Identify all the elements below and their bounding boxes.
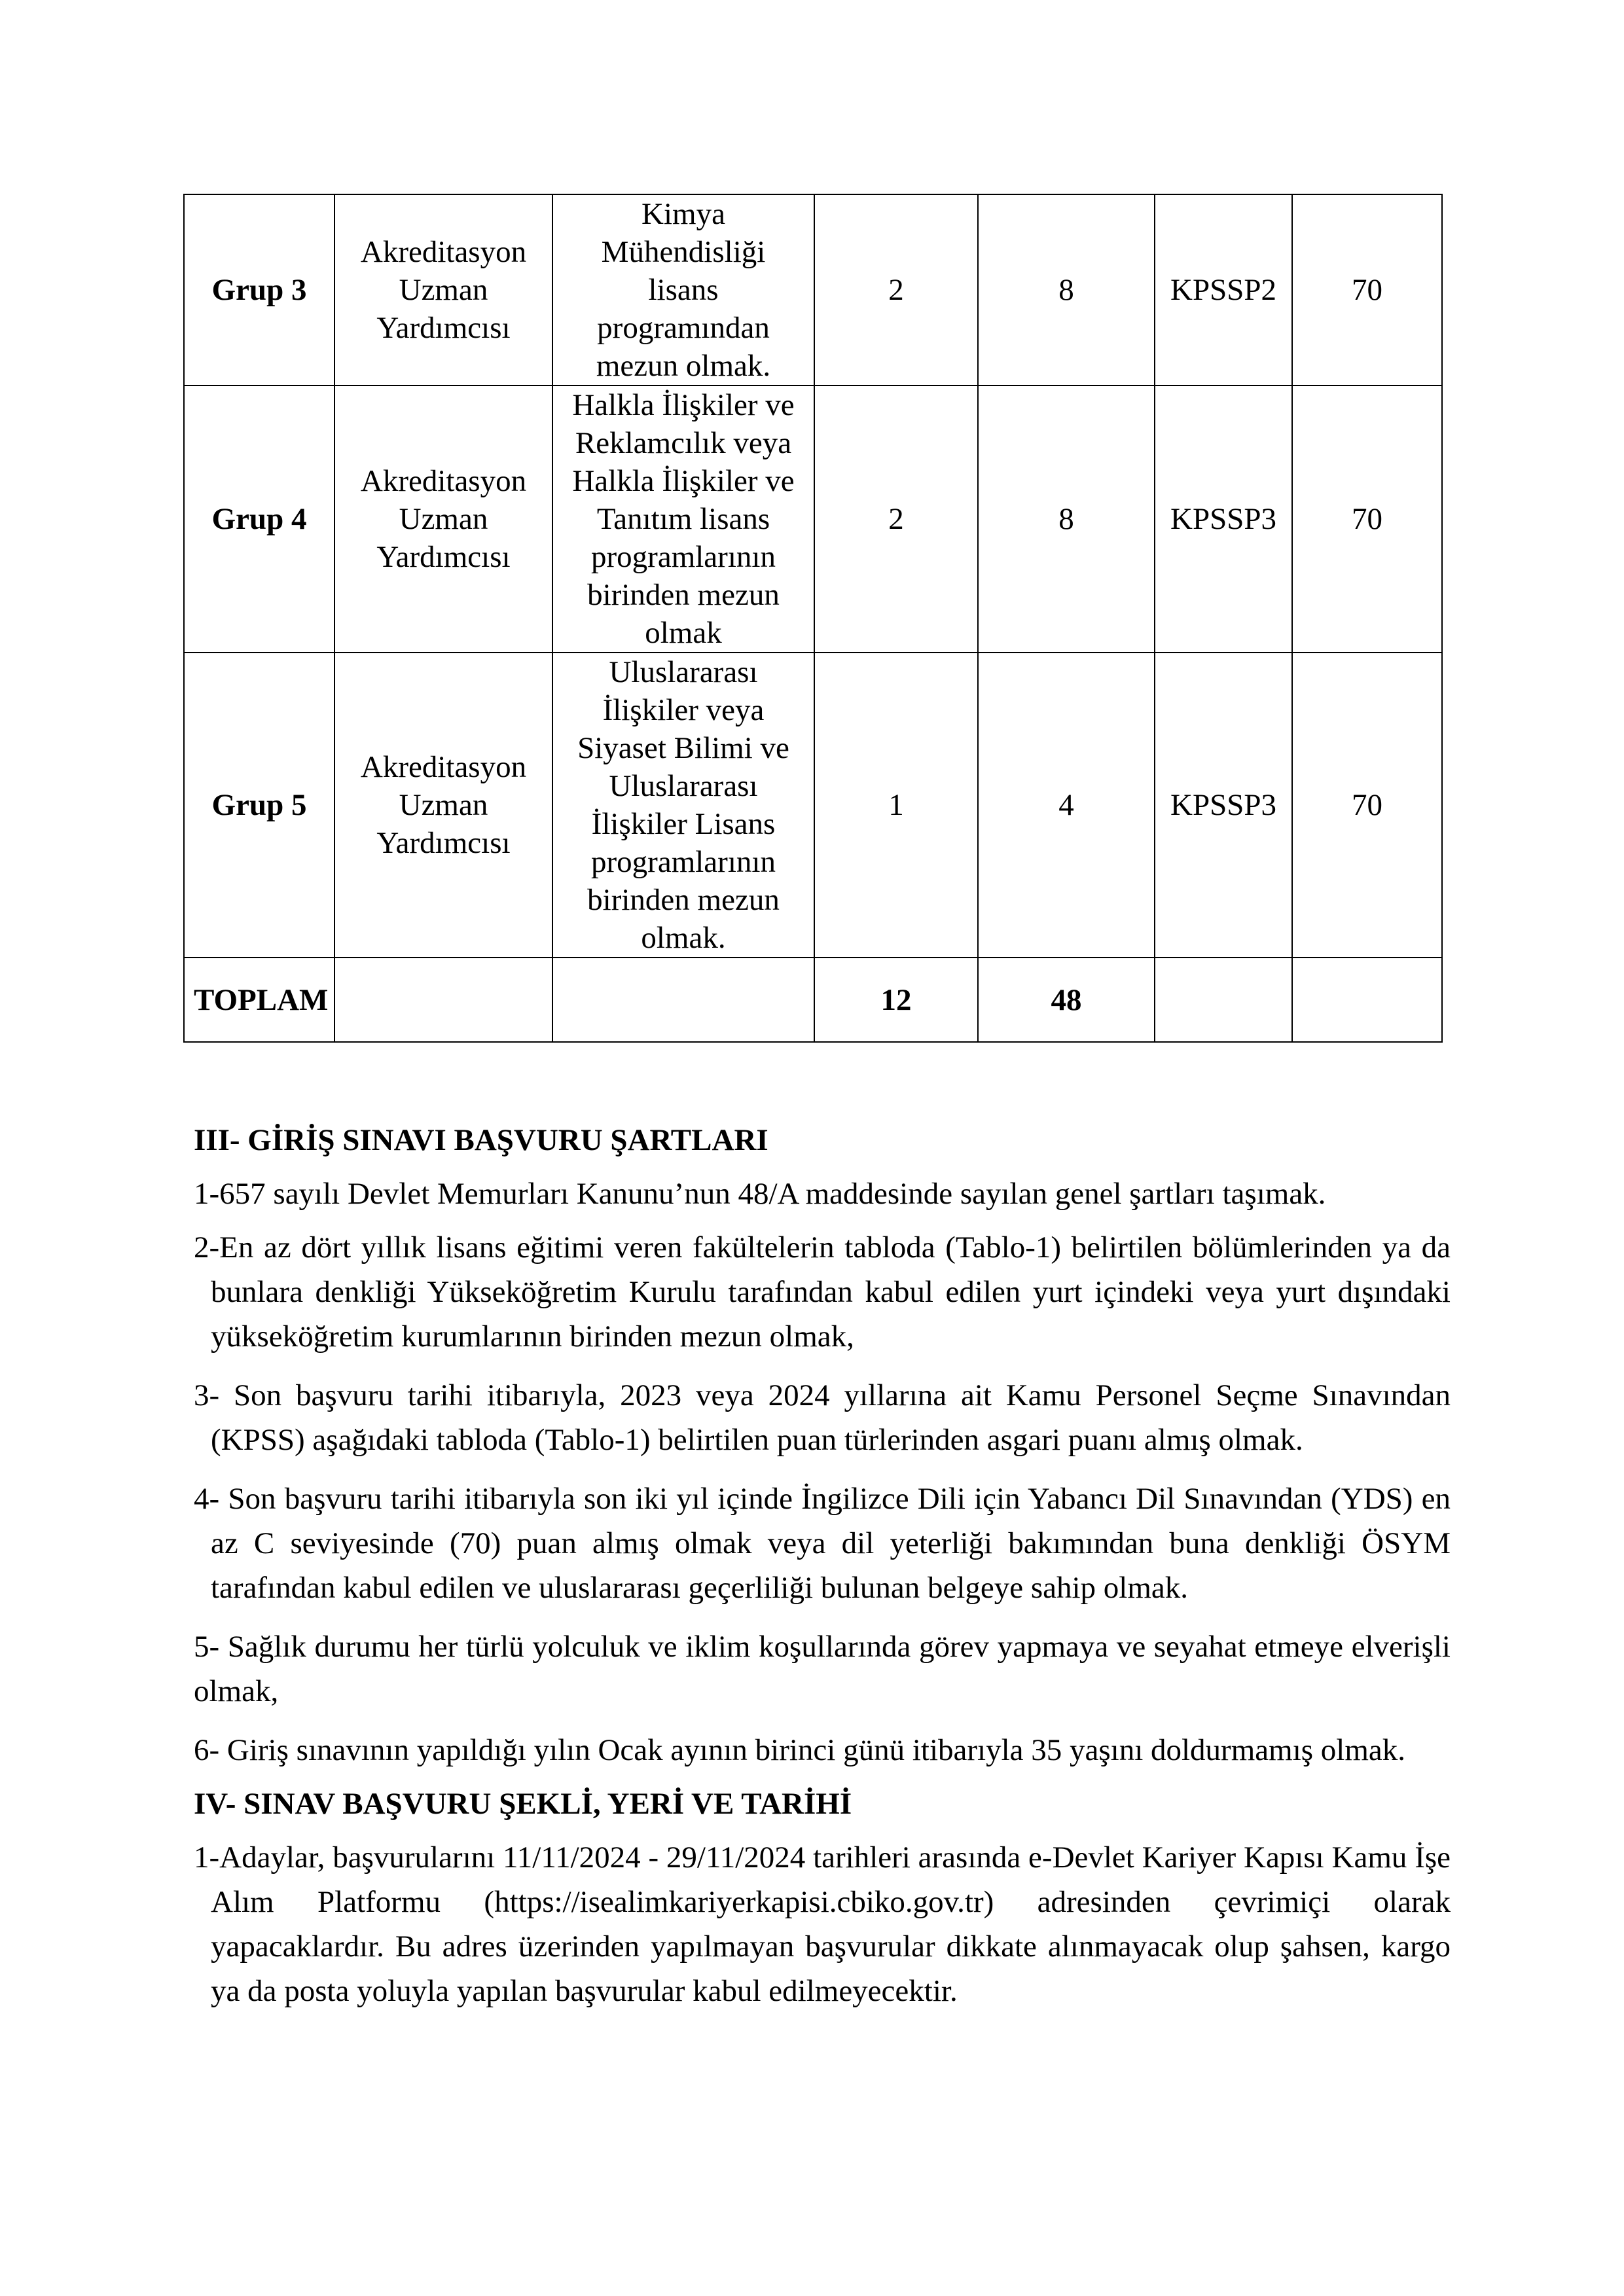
min-score-cell: 70	[1292, 386, 1442, 653]
requirement-line: olmak.	[641, 921, 726, 955]
title-line: Uzman	[399, 273, 488, 307]
requirement-line: mezun olmak.	[596, 349, 771, 383]
title-line: Akreditasyon	[360, 750, 527, 784]
min-score-cell: 70	[1292, 194, 1442, 386]
requirement-line: birinden mezun	[587, 883, 780, 917]
min-score-cell: 70	[1292, 653, 1442, 958]
total-row	[184, 958, 1442, 1042]
score-type-cell: KPSSP3	[1155, 386, 1292, 653]
title-line: Yardımcısı	[376, 311, 511, 345]
requirement-line: programlarının	[591, 540, 776, 574]
requirement-item: 2-En az dört yıllık lisans eğitimi veren fakültelerin tabloda (Tablo-1) belirtilen bölümlerinden ya da bunlara denkliği Yükseköğretim Kurulu tarafından kabul edilen yurt içindeki veya yurt dışındaki yükseköğretim kurumlarının birinden mezun olmak,	[194, 1230, 1451, 1354]
positions-cell: 2	[814, 386, 978, 653]
requirement-line: programından	[597, 311, 770, 345]
empty-cell	[1292, 958, 1442, 1042]
group-cell: Grup 4	[184, 386, 334, 653]
positions-table	[183, 194, 1443, 1043]
group-cell: Grup 3	[184, 194, 334, 386]
title-line: Uzman	[399, 502, 488, 536]
requirement-line: İlişkiler veya	[602, 693, 765, 727]
body-text	[194, 1118, 1451, 2013]
requirement-line: Halkla İlişkiler ve	[572, 388, 795, 422]
table-row	[184, 653, 1442, 958]
requirement-item: 3- Son başvuru tarihi itibarıyla, 2023 veya 2024 yıllarına ait Kamu Personel Seçme Sınavından (KPSS) aşağıdaki tabloda (Tablo-1) belirtilen puan türlerinden asgari puanı almış olmak.	[194, 1378, 1451, 1457]
requirement-line: Siyaset Bilimi ve	[577, 731, 789, 765]
requirement-line: Halkla İlişkiler ve	[572, 464, 795, 498]
total-label-cell: TOPLAM	[184, 958, 334, 1042]
candidates-cell: 4	[978, 653, 1155, 958]
empty-cell	[552, 958, 814, 1042]
requirement-line: Kimya	[641, 197, 725, 231]
candidates-cell: 8	[978, 194, 1155, 386]
empty-cell	[1155, 958, 1292, 1042]
title-cell	[334, 386, 552, 653]
title-cell	[334, 194, 552, 386]
title-line: Yardımcısı	[376, 826, 511, 860]
positions-cell: 1	[814, 653, 978, 958]
table-row	[184, 194, 1442, 386]
total-positions-cell: 12	[814, 958, 978, 1042]
title-line: Akreditasyon	[360, 464, 527, 498]
title-line: Yardımcısı	[376, 540, 511, 574]
requirement-item: 5- Sağlık durumu her türlü yolculuk ve iklim koşullarında görev yapmaya ve seyahat etmeye elverişli olmak,	[194, 1630, 1451, 1708]
section-heading: IV- SINAV BAŞVURU ŞEKLİ, YERİ VE TARİHİ	[194, 1787, 852, 1821]
section-heading: III- GİRİŞ SINAVI BAŞVURU ŞARTLARI	[194, 1123, 768, 1157]
empty-cell	[334, 958, 552, 1042]
requirement-line: Tanıtım lisans	[596, 502, 770, 536]
requirement-cell	[552, 194, 814, 386]
requirement-line: programlarının	[591, 845, 776, 879]
table-row	[184, 386, 1442, 653]
application-item: 1-Adaylar, başvurularını 11/11/2024 - 29/11/2024 tarihleri arasında e-Devlet Kariyer Kapısı Kamu İşe Alım Platformu (https://isealimkariyerkapisi.cbiko.gov.tr) adresinden çevrimiçi olarak yapacaklardır. Bu adres üzerinden yapılmayan başvurular dikkate alınmayacak olup şahsen, kargo ya da posta yoluyla yapılan başvurular kabul edilmeyecektir.	[194, 1840, 1451, 2008]
requirement-item: 4- Son başvuru tarihi itibarıyla son iki yıl içinde İngilizce Dili için Yabancı Dil Sınavından (YDS) en az C seviyesinde (70) puan almış olmak veya dil yeterliği bakımından buna denkliği ÖSYM tarafından kabul edilen ve uluslararası geçerliliği bulunan belgeye sahip olmak.	[194, 1482, 1451, 1605]
score-type-cell: KPSSP3	[1155, 653, 1292, 958]
title-line: Akreditasyon	[360, 235, 527, 269]
requirement-item: 1-657 sayılı Devlet Memurları Kanunu’nun 48/A maddesinde sayılan genel şartları taşımak.	[194, 1177, 1326, 1211]
title-line: Uzman	[399, 788, 488, 822]
requirement-line: lisans	[648, 273, 719, 307]
candidates-cell: 8	[978, 386, 1155, 653]
total-candidates-cell: 48	[978, 958, 1155, 1042]
requirement-line: olmak	[645, 616, 722, 650]
requirement-line: Mühendisliği	[601, 235, 766, 269]
requirement-line: Uluslararası	[609, 655, 758, 689]
requirement-line: Uluslararası	[609, 769, 758, 803]
requirement-line: birinden mezun	[587, 578, 780, 612]
group-cell: Grup 5	[184, 653, 334, 958]
requirement-line: Reklamcılık veya	[575, 426, 792, 460]
title-cell	[334, 653, 552, 958]
requirement-cell	[552, 386, 814, 653]
requirement-line: İlişkiler Lisans	[591, 807, 776, 841]
requirement-item: 6- Giriş sınavının yapıldığı yılın Ocak ayının birinci günü itibarıyla 35 yaşını doldurmamış olmak.	[194, 1733, 1406, 1767]
score-type-cell: KPSSP2	[1155, 194, 1292, 386]
positions-cell: 2	[814, 194, 978, 386]
requirement-cell	[552, 653, 814, 958]
